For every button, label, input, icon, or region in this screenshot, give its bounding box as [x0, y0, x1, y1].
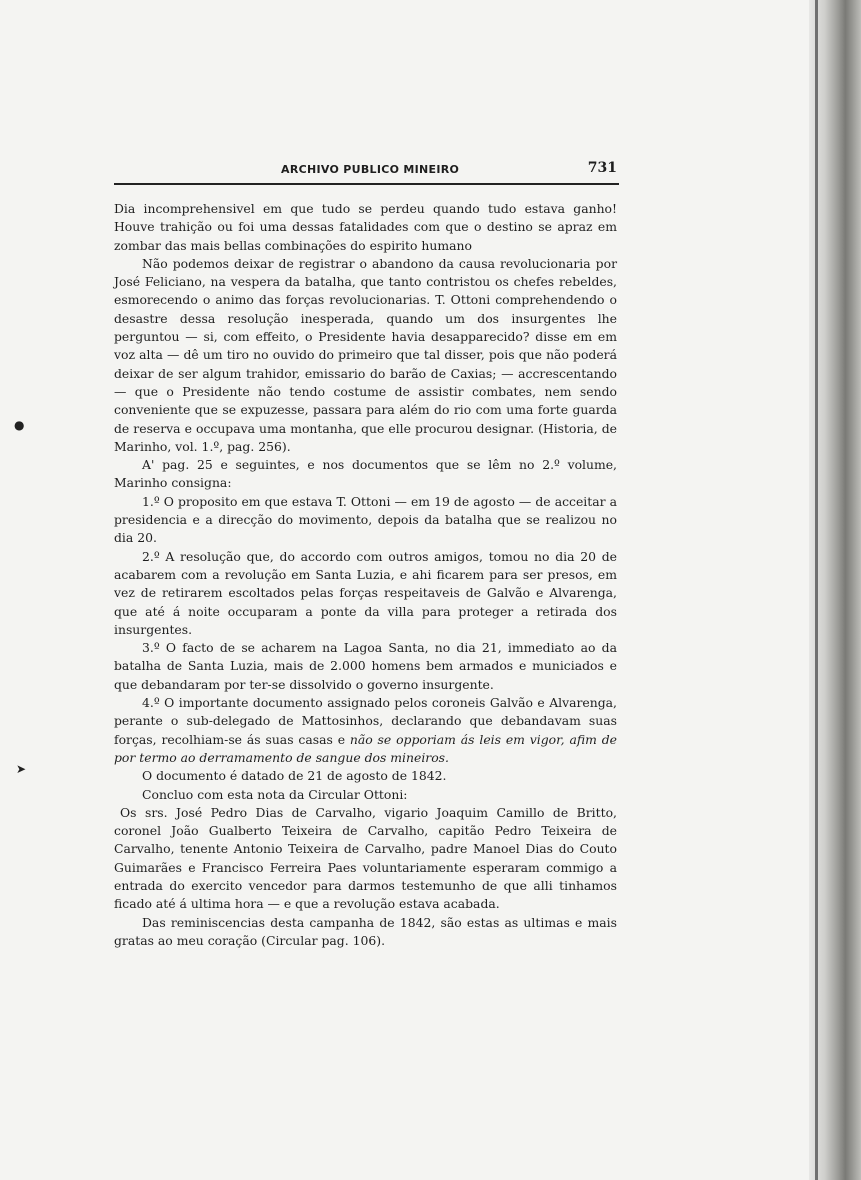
paragraph-4-italic: não se opporiam ás leis em vigor, afim de por termo ao derramamento de sangue dos mineiros. — [114, 731, 617, 765]
paragraph: 2.º A resolução que, do accordo com outros amigos, tomou no dia 20 de acabarem com a revolução em Santa Luzia, e ahi ficarem para ser presos, em vez de retirarem escoltados pelas forças respeitaveis de Galvão e Alvarenga, que até á noite occuparam a ponte da villa para proteger a retirada dos insurgentes. — [114, 548, 617, 637]
paragraph: Os srs. José Pedro Dias de Carvalho, vigario Joaquim Camillo de Britto, coronel João Gualberto Teixeira de Carvalho, capitão Pedro Teixeira de Carvalho, tenente Antonio Teixeira de Carvalho, padre Manoel Dias do Couto Guimarães e Francisco Ferreira Paes voluntariamente esperaram commigo a entrada do exercito vencedor para darmos testemunho de que alli tinhamos ficado até á ultima hora — e que a revolução estava acabada. — [114, 804, 617, 912]
running-title: ARCHIVO PUBLICO MINEIRO — [281, 163, 460, 176]
paragraph: O documento é datado de 21 de agosto de 1842. — [142, 768, 447, 784]
header-rule — [114, 183, 619, 185]
paragraph: A' pag. 25 e seguintes, e nos documentos que se lêm no 2.º volume, Marinho consigna: — [114, 457, 617, 491]
paragraph-4 — [114, 694, 617, 767]
paragraph-4-text: 4.º O importante documento assignado pelos coroneis Galvão e Alvarenga, perante o sub-delegado de Mattosinhos, declarando que debandavam suas forças, recolhiam-se ás suas casas e — [114, 695, 617, 747]
margin-arrow-mark: ➤ — [16, 762, 27, 776]
page-edge-binding — [809, 0, 861, 1180]
paragraph: 3.º O facto de se acharem na Lagoa Santa, no dia 21, immediato ao da batalha de Santa Luzia, mais de 2.000 homens bem armados e municiados e que debandaram por ter-se dissolvido o governo insurgente. — [114, 640, 617, 692]
paragraph: Concluo com esta nota da Circular Ottoni: — [142, 786, 408, 802]
page-number: 731 — [587, 160, 617, 176]
running-header — [114, 160, 617, 184]
margin-dot-mark: ● — [14, 418, 25, 432]
paragraph: 1.º O proposito em que estava T. Ottoni — em 19 de agosto — de acceitar a presidencia e a direcção do movimento, depois da batalha que se realizou no dia 20. — [114, 493, 617, 546]
body-text — [114, 200, 617, 950]
paragraph: Dia incomprehensivel em que tudo se perdeu quando tudo estava ganho! Houve trahição ou foi uma dessas fatalidades com que o destino se apraz em zombar das mais bellas combinações do espirito humano — [114, 201, 617, 253]
paragraph: Das reminiscencias desta campanha de 1842, são estas as ultimas e mais gratas ao meu coração (Circular pag. 106). — [114, 914, 617, 948]
paragraph: Não podemos deixar de registrar o abandono da causa revolucionaria por José Feliciano, na vespera da batalha, que tanto contristou os chefes rebeldes, esmorecendo o animo das forças revolucionarias. T. Ottoni comprehendendo o desastre dessa resolução inesperada, quando um dos insurgentes lhe perguntou — si, com effeito, o Presidente havia desapparecido? disse em em voz alta — dê um tiro no ouvido do primeiro que tal disser, pois que não poderá deixar de ser algum trahidor, emissario do barão de Caxias; — accrescentando — que o Presidente não tendo costume de assistir combates, nem sendo conveniente que se expuzesse, passara para além do rio com uma forte guarda de reserva e occupava uma montanha, que elle procurou designar. (Historia, de Marinho, vol. 1.º, pag. 256). — [114, 255, 617, 454]
